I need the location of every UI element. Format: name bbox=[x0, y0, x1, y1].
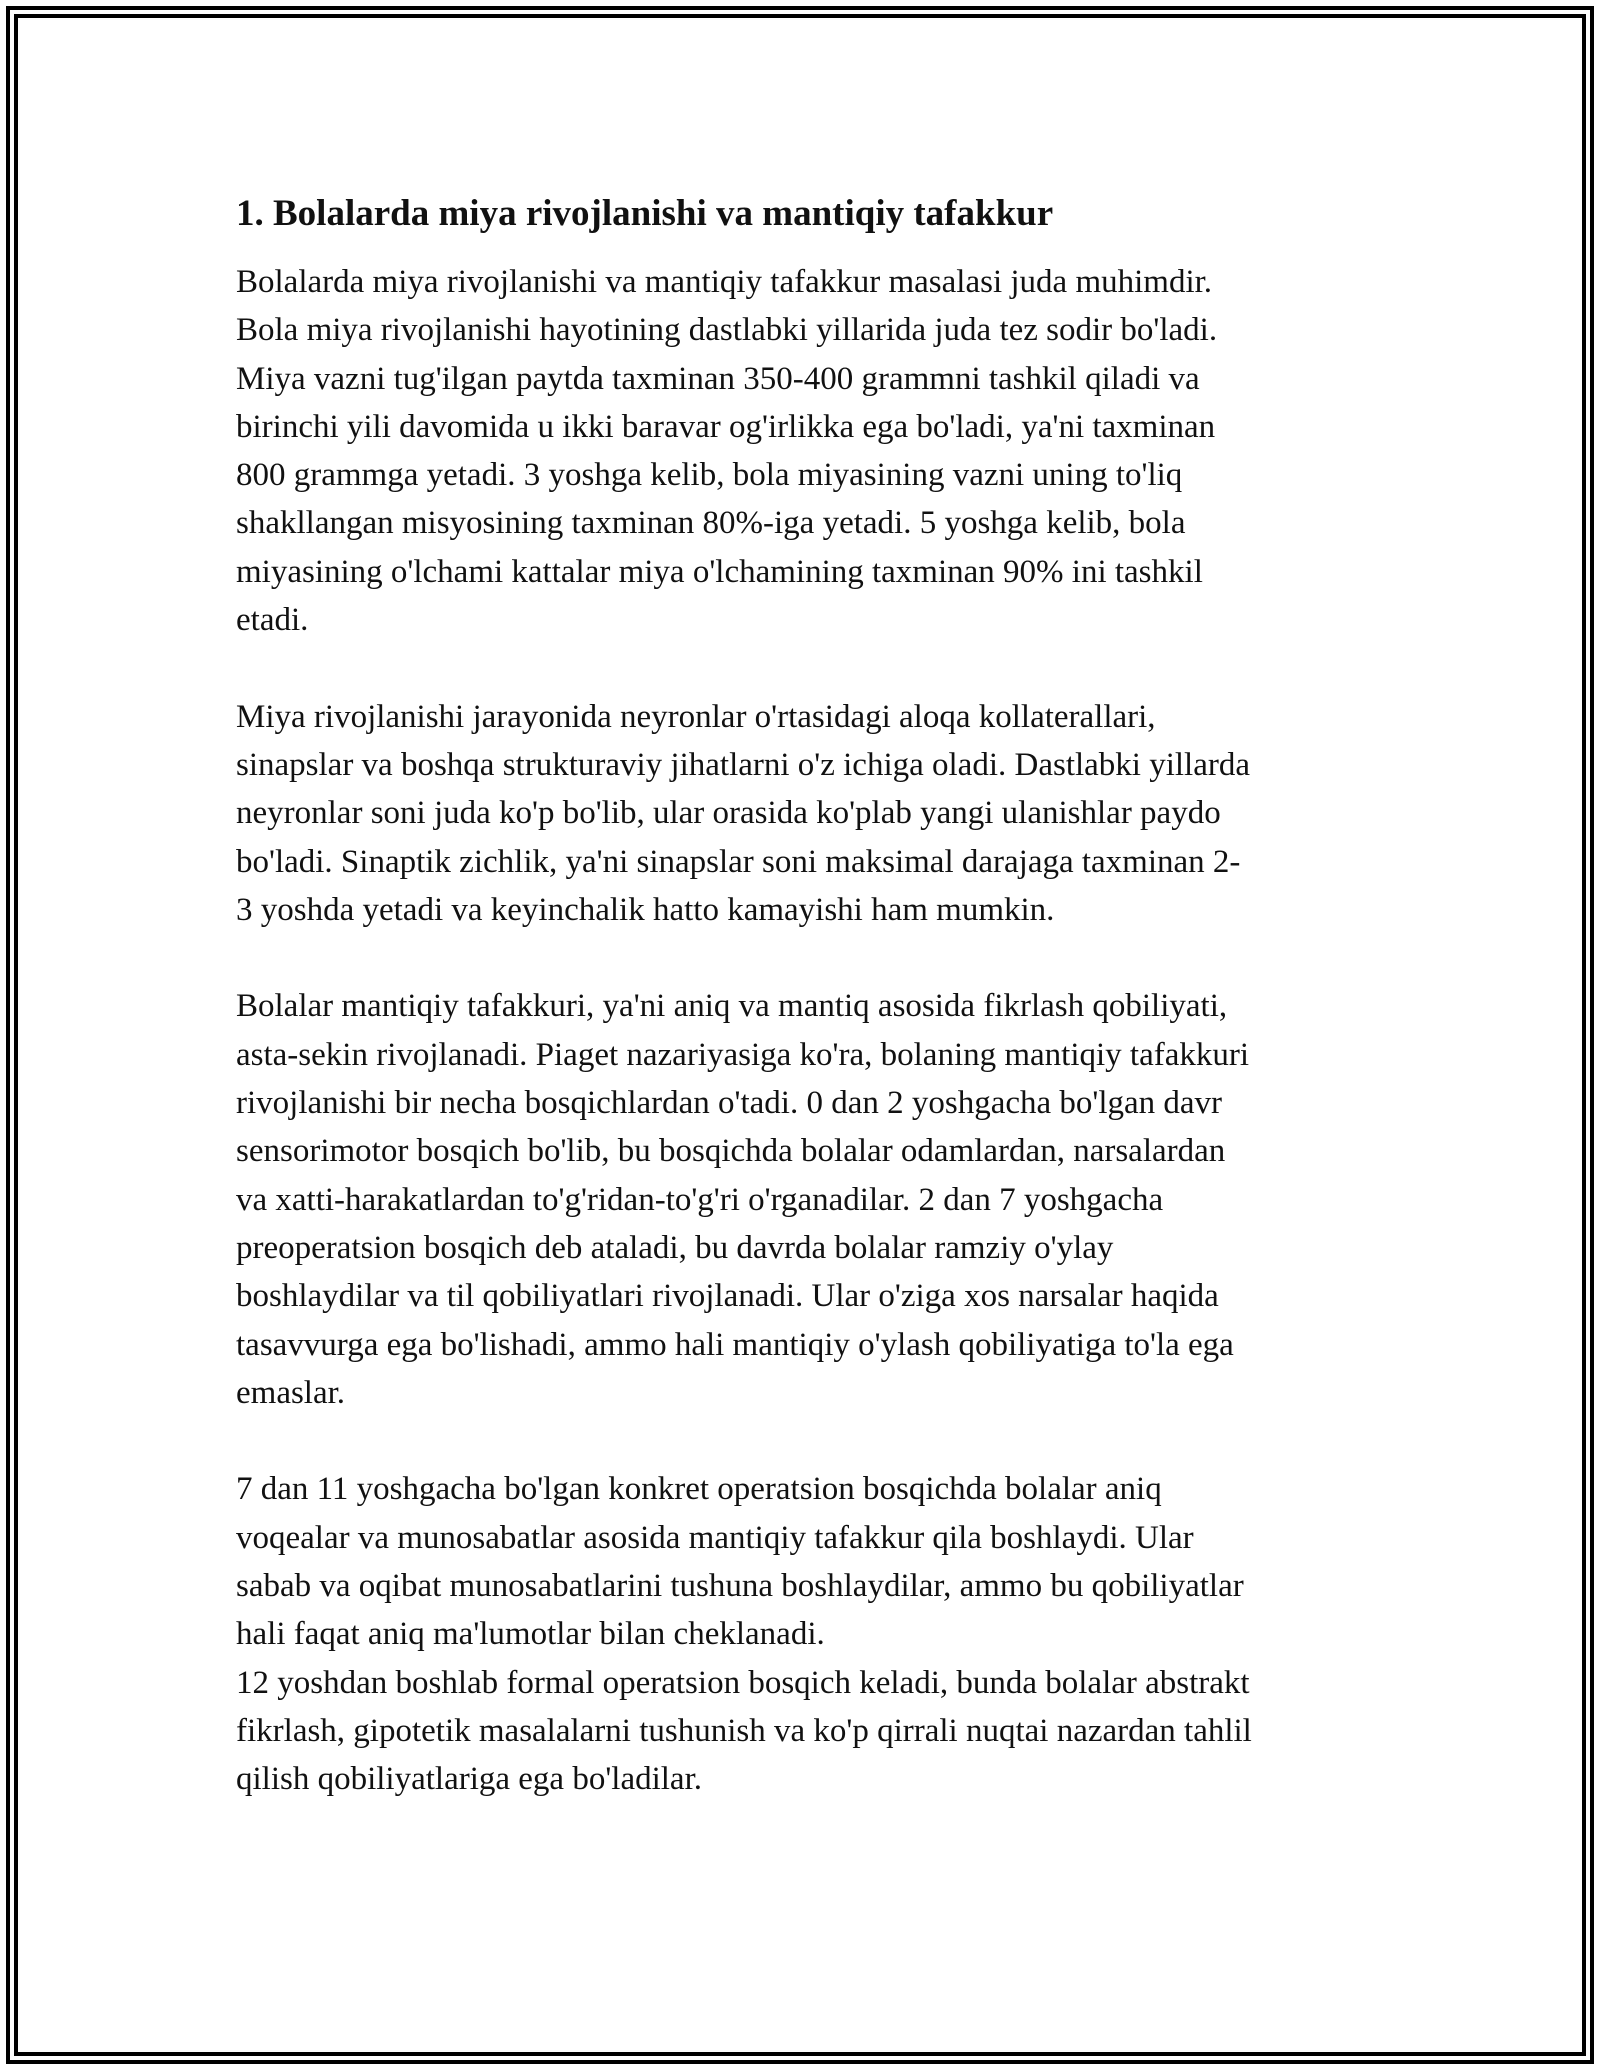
paragraph-neurons-synapses: Miya rivojlanishi jarayonida neyronlar o'rtasidagi aloqa kollaterallari, sinapslar va boshqa strukturaviy jihatlarni o'z ichiga oladi. Dastlabki yillarda neyronlar soni juda ko'p bo'lib, ular orasida ko'plab yangi ulanishlar paydo bo'ladi. Sinaptik zichlik, ya'ni sinapslar soni maksimal darajaga taxminan 2- 3 yoshda yetadi va keyinchalik hatto kamayishi ham mumkin. bbox=[236, 698, 1251, 928]
document-body bbox=[236, 186, 1386, 1804]
paragraph-piaget-stages: Bolalar mantiqiy tafakkuri, ya'ni aniq va mantiq asosida fikrlash qobiliyati, asta-sekin rivojlanadi. Piaget nazariyasiga ko'ra, bolaning mantiqiy tafakkuri rivojlanishi bir necha bosqichlardan o'tadi. 0 dan 2 yoshgacha bo'lgan davr sensorimotor bosqich bo'lib, bu bosqichda bolalar odamlardan, narsalardan va xatti-harakatlardan to'g'ridan-to'g'ri o'rganadilar. 2 dan 7 yoshgacha preoperatsion bosqich deb ataladi, bu davrda bolalar ramziy o'ylay boshlaydilar va til qobiliyatlari rivojlanadi. Ular o'ziga xos narsalar haqida tasavvurga ega bo'lishadi, ammo hali mantiqiy o'ylash qobiliyatiga to'la ega emaslar. bbox=[236, 988, 1250, 1411]
paragraph-operational-stages: 7 dan 11 yoshgacha bo'lgan konkret operatsion bosqichda bolalar aniq voqealar va munosabatlar asosida mantiqiy tafakkur qila boshlaydi. Ular sabab va oqibat munosabatlarini tushuna boshlaydilar, ammo bu qobiliyatlar hali faqat aniq ma'lumotlar bilan cheklanadi. 12 yoshdan boshlab formal operatsion bosqich keladi, bunda bolalar abstrakt fikrlash, gipotetik masalalarni tushunish va ko'p qirrali nuqtai nazardan tahlil qilish qobiliyatlariga ega bo'ladilar. bbox=[236, 1471, 1252, 1798]
document-title: 1. Bolalarda miya rivojlanishi va mantiqiy tafakkur bbox=[236, 193, 1054, 234]
paragraph-brain-growth: Bolalarda miya rivojlanishi va mantiqiy tafakkur masalasi juda muhimdir. Bola miya rivojlanishi hayotining dastlabki yillarida juda tez sodir bo'ladi. Miya vazni tug'ilgan paytda taxminan 350-400 grammni tashkil qiladi va birinchi yili davomida u ikki baravar og'irlikka ega bo'ladi, ya'ni taxminan 800 grammga yetadi. 3 yoshga kelib, bola miyasining vazni uning to'liq shakllangan misyosining taxminan 80%-iga yetadi. 5 yoshga kelib, bola miyasining o'lchami kattalar miya o'lchamining taxminan 90% ini tashkil etadi. bbox=[236, 264, 1218, 639]
